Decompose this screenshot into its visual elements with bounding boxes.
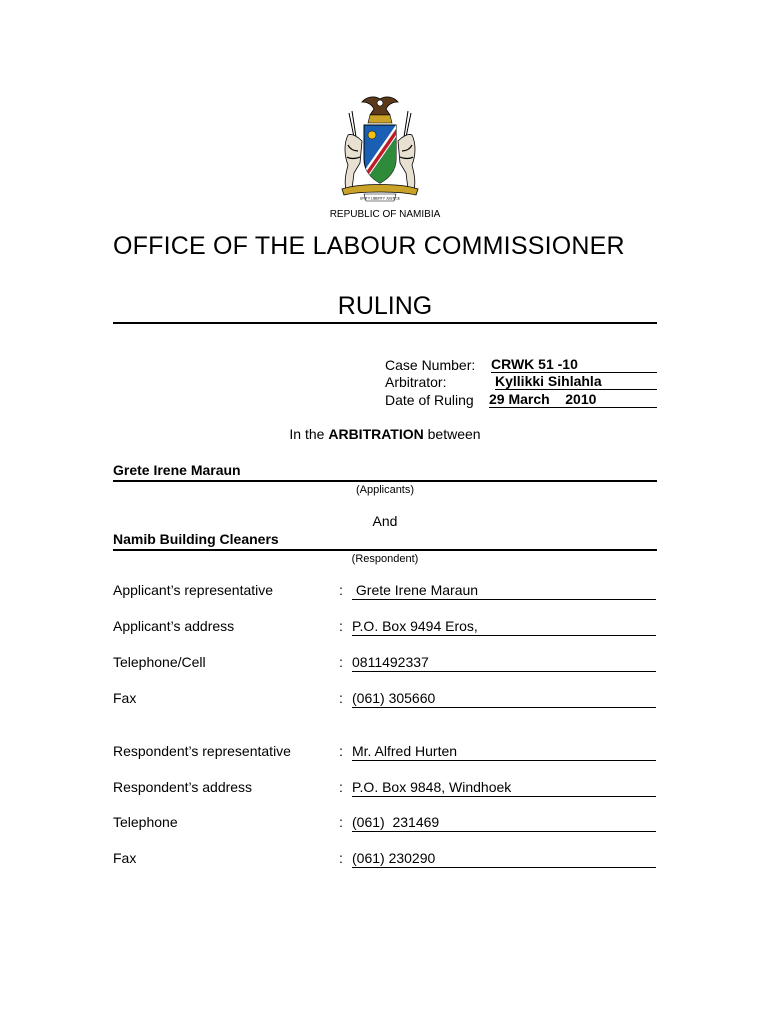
date-of-ruling-label: Date of Ruling xyxy=(385,392,474,408)
detail-value: P.O. Box 9494 Eros, xyxy=(352,618,656,636)
country-caption: REPUBLIC OF NAMIBIA xyxy=(329,209,441,220)
detail-value: (061) 231469 xyxy=(352,814,656,832)
applicant-name: Grete Irene Maraun xyxy=(113,462,241,478)
detail-colon: : xyxy=(339,743,343,759)
arbitrator-row xyxy=(385,373,602,391)
namibia-coat-of-arms-icon xyxy=(330,93,430,205)
detail-value: Grete Irene Maraun xyxy=(352,582,656,600)
detail-label: Fax xyxy=(113,690,137,706)
detail-value: P.O. Box 9848, Windhoek xyxy=(352,779,656,797)
arbitrator-value: Kyllikki Sihlahla xyxy=(495,373,657,390)
detail-colon: : xyxy=(339,618,343,634)
eagle-icon xyxy=(362,97,398,123)
oryx-right-icon xyxy=(398,111,415,189)
detail-label: Telephone/Cell xyxy=(113,654,206,670)
detail-label: Telephone xyxy=(113,814,178,830)
detail-colon: : xyxy=(339,690,343,706)
detail-label: Fax xyxy=(113,850,137,866)
between-prefix: In the xyxy=(289,426,329,442)
conjunction-and: And xyxy=(372,513,398,529)
arbitration-between-line xyxy=(0,426,770,442)
detail-label: Applicant’s representative xyxy=(113,582,274,598)
case-number-label: Case Number: xyxy=(385,357,476,373)
detail-colon: : xyxy=(339,654,343,670)
detail-colon: : xyxy=(339,814,343,830)
detail-label: Respondent’s representative xyxy=(113,743,291,759)
case-number-row xyxy=(385,356,578,374)
detail-label: Applicant’s address xyxy=(113,618,235,634)
document-type-heading: RULING xyxy=(337,292,433,320)
detail-value: (061) 305660 xyxy=(352,690,656,708)
detail-colon: : xyxy=(339,850,343,866)
arbitrator-label: Arbitrator: xyxy=(385,374,447,390)
date-of-ruling-row xyxy=(385,391,597,409)
heading-divider xyxy=(113,322,657,324)
crest-motto: UNITY LIBERTY JUSTICE xyxy=(359,196,401,201)
oryx-left-icon xyxy=(345,111,362,189)
case-number-value: CRWK 51 -10 xyxy=(491,356,657,373)
detail-label: Respondent’s address xyxy=(113,779,253,795)
date-of-ruling-value: 29 March 2010 xyxy=(489,391,657,408)
detail-value: Mr. Alfred Hurten xyxy=(352,743,656,761)
detail-value: (061) 230290 xyxy=(352,850,656,868)
office-title: OFFICE OF THE LABOUR COMMISSIONER xyxy=(113,232,625,260)
between-emphasis: ARBITRATION xyxy=(328,426,424,442)
applicant-divider xyxy=(113,480,657,482)
shield-icon xyxy=(364,125,396,183)
between-suffix: between xyxy=(423,426,481,442)
respondent-divider xyxy=(113,549,657,551)
respondent-name: Namib Building Cleaners xyxy=(113,531,279,547)
respondent-role: (Respondent) xyxy=(351,553,419,565)
detail-colon: : xyxy=(339,779,343,795)
applicant-role: (Applicants) xyxy=(355,484,415,496)
detail-colon: : xyxy=(339,582,343,598)
detail-value: 0811492337 xyxy=(352,654,656,672)
